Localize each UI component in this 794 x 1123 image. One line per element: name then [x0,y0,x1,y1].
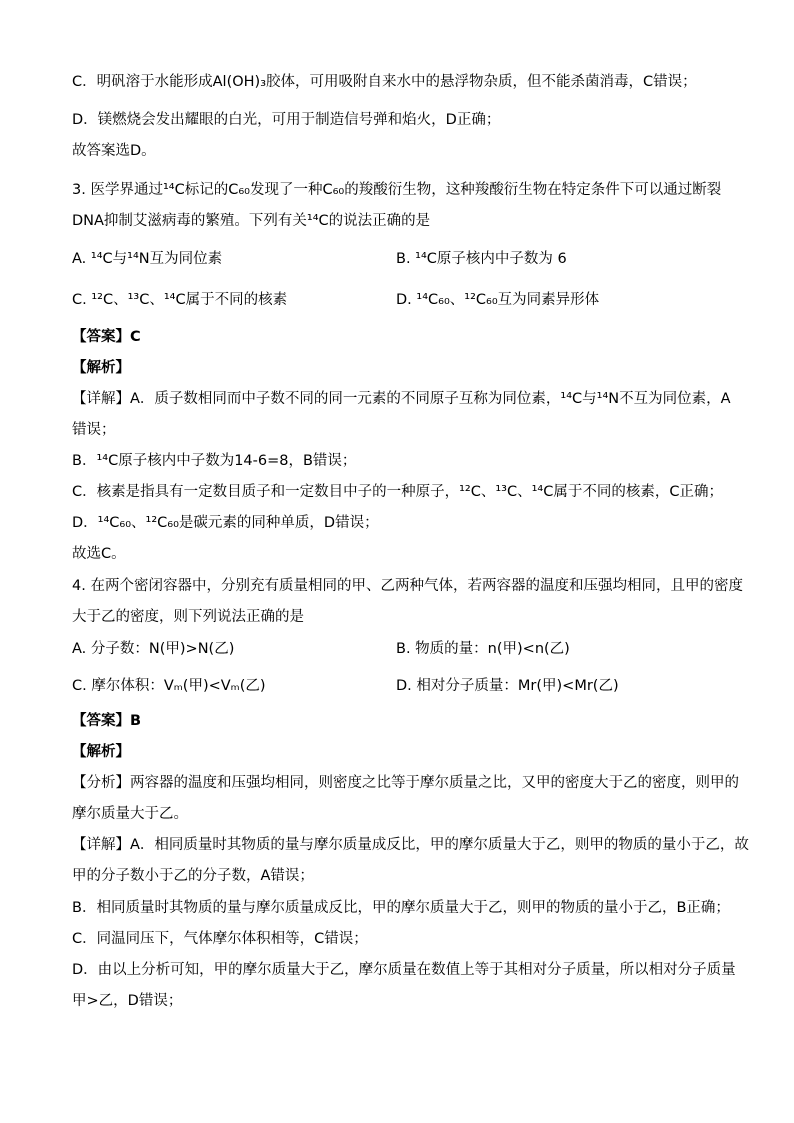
answer-label: 【答案】C [72,329,141,345]
text-line: C．核素是指具有一定数目质子和一定数目中子的一种原子，¹²C、¹³C、¹⁴C属于不同的核素，C正确； [72,484,723,500]
question-4-stem-cont: 大于乙的密度，则下列说法正确的是 [72,609,304,625]
q4-option-c: C. 摩尔体积：Vₘ(甲)<Vₘ(乙) [72,678,266,694]
analysis-label: 【解析】 [72,744,130,760]
text-line: D．¹⁴C₆₀、¹²C₆₀是碳元素的同种单质，D错误； [72,515,379,531]
q3-option-c: C. ¹²C、¹³C、¹⁴C属于不同的核素 [72,292,288,308]
answer-label: 【答案】B [72,713,142,729]
q3-option-a: A. ¹⁴C与¹⁴N互为同位素 [72,251,223,267]
text-line: 故答案选D。 [72,143,156,159]
text-line: 甲>乙，D错误； [72,993,183,1009]
question-3-stem: 3. 医学界通过¹⁴C标记的C₆₀发现了一种C₆₀的羧酸衍生物，这种羧酸衍生物在特定条件下可以通过断裂 [72,182,722,198]
analysis-label: 【解析】 [72,360,130,376]
text-line: C．明矾溶于水能形成Al(OH)₃胶体，可用吸附自来水中的悬浮物杂质，但不能杀菌消毒，C错误； [72,74,697,90]
q4-option-a: A. 分子数：N(甲)>N(乙) [72,641,235,657]
text-line: 故选C。 [72,546,126,562]
q3-option-d: D. ¹⁴C₆₀、¹²C₆₀互为同素异形体 [396,292,600,308]
text-line: 错误； [72,422,116,438]
text-line: B．¹⁴C原子核内中子数为14-6=8，B错误； [72,453,357,469]
text-line: D．由以上分析可知，甲的摩尔质量大于乙，摩尔质量在数值上等于其相对分子质量，所以相对分子质量 [72,962,736,978]
text-line: D．镁燃烧会发出耀眼的白光，可用于制造信号弹和焰火，D正确； [72,112,501,128]
text-line: 【分析】两容器的温度和压强均相同，则密度之比等于摩尔质量之比，又甲的密度大于乙的密度，则甲的 [72,775,739,791]
text-line: 【详解】A．质子数相同而中子数不同的同一元素的不同原子互称为同位素，¹⁴C与¹⁴N不互为同位素，A [72,391,731,407]
text-line: 甲的分子数小于乙的分子数，A错误； [72,868,314,884]
q4-option-d: D. 相对分子质量：Mr(甲)<Mr(乙) [396,678,619,694]
q4-option-b: B. 物质的量：n(甲)<n(乙) [396,641,570,657]
question-4-stem: 4. 在两个密闭容器中，分别充有质量相同的甲、乙两种气体，若两容器的温度和压强均相同，且甲的密度 [72,578,743,594]
text-line: C．同温同压下，气体摩尔体积相等，C错误； [72,931,368,947]
text-line: 摩尔质量大于乙。 [72,806,188,822]
q3-option-b: B. ¹⁴C原子核内中子数为 6 [396,251,567,267]
text-line: B．相同质量时其物质的量与摩尔质量成反比，甲的摩尔质量大于乙，则甲的物质的量小于乙，B正确； [72,900,730,916]
question-3-stem-cont: DNA抑制艾滋病毒的繁殖。下列有关¹⁴C的说法正确的是 [72,213,431,229]
text-line: 【详解】A．相同质量时其物质的量与摩尔质量成反比，甲的摩尔质量大于乙，则甲的物质的量小于乙，故 [72,837,749,853]
